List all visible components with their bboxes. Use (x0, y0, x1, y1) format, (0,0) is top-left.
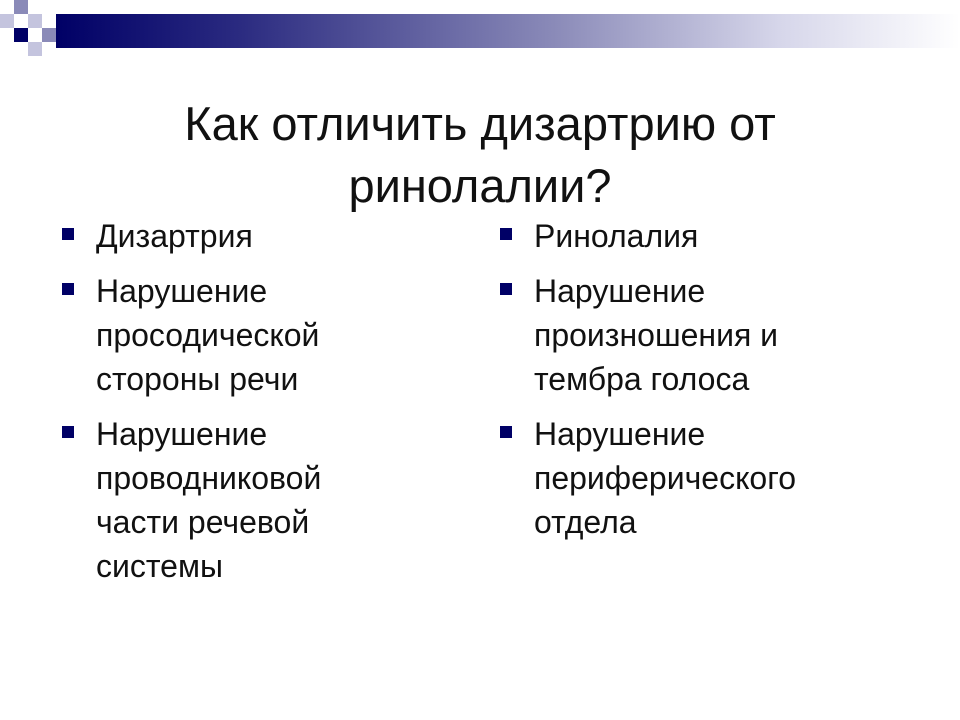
list-item-line: произношения и (534, 317, 779, 353)
slide-title-line: Как отличить дизартрию от (184, 97, 776, 151)
square-bullet-icon (62, 426, 74, 438)
list-item-line: Нарушение (534, 416, 706, 452)
list-item (500, 214, 900, 258)
list-item (62, 412, 462, 588)
left-column (62, 214, 462, 599)
header-gradient-bar (56, 14, 960, 48)
list-item-line: проводниковой (96, 460, 322, 496)
list-item-line: части речевой (96, 504, 310, 540)
list-item (500, 269, 900, 401)
slide-title (80, 93, 880, 217)
list-item-line: Нарушение (96, 273, 268, 309)
list-item-line: Ринолалия (534, 218, 699, 254)
list-item-line: Нарушение (534, 273, 706, 309)
square-bullet-icon (500, 426, 512, 438)
square-bullet-icon (62, 283, 74, 295)
square-bullet-icon (62, 228, 74, 240)
list-item-line: стороны речи (96, 361, 299, 397)
list-item (500, 412, 900, 544)
right-column (500, 214, 900, 555)
header-decoration (0, 0, 960, 60)
slide-title-line: ринолалии? (348, 159, 612, 213)
rhinolalia-list (500, 214, 900, 544)
list-item-line: периферического (534, 460, 796, 496)
square-bullet-icon (500, 228, 512, 240)
list-item-line: отдела (534, 504, 637, 540)
dysarthria-list (62, 214, 462, 588)
list-item-line: системы (96, 548, 223, 584)
square-bullet-icon (500, 283, 512, 295)
list-item-line: Дизартрия (96, 218, 253, 254)
list-item-line: Нарушение (96, 416, 268, 452)
list-item (62, 214, 462, 258)
list-item-line: просодической (96, 317, 320, 353)
list-item (62, 269, 462, 401)
list-item-line: тембра голоса (534, 361, 750, 397)
